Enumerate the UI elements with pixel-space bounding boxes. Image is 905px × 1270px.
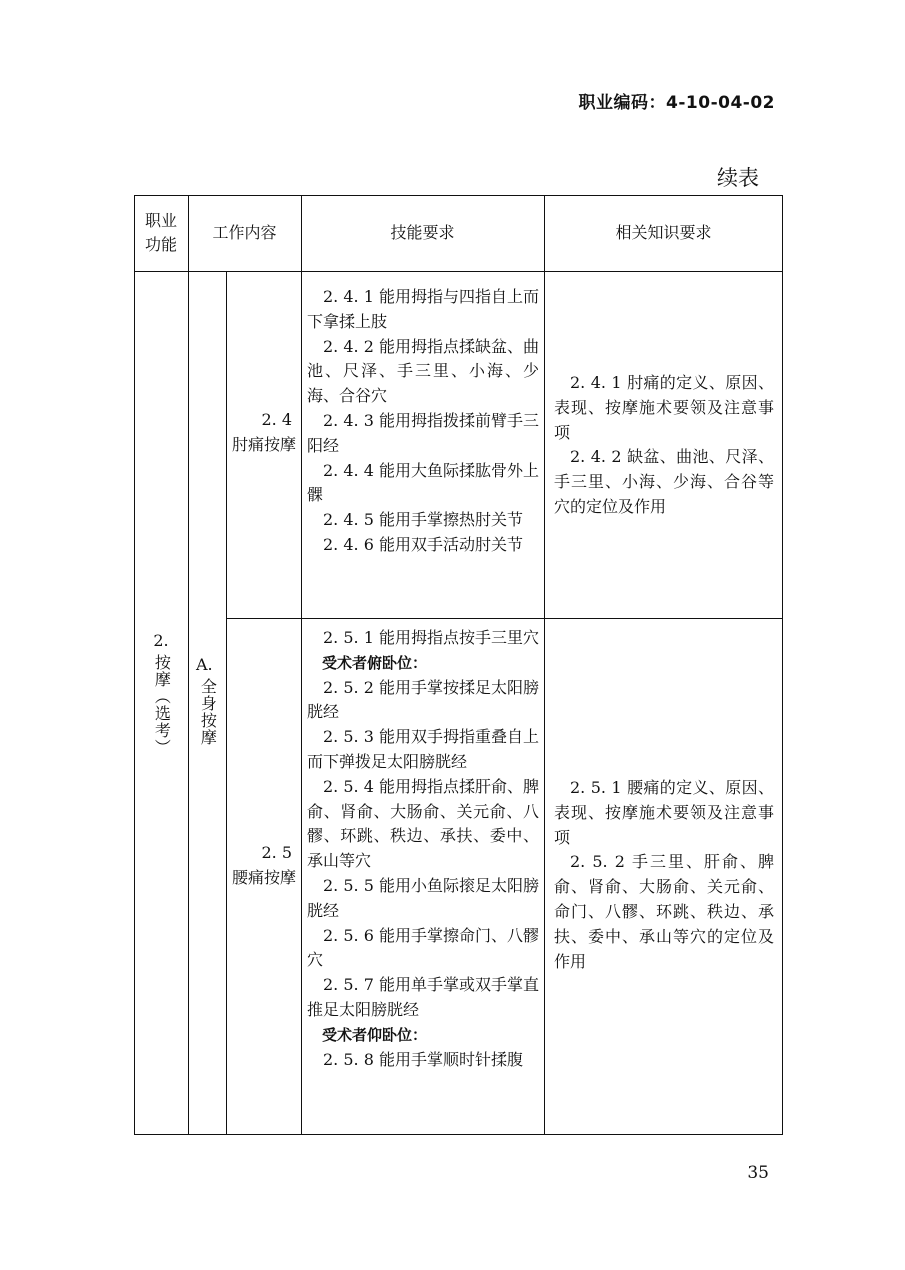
skills-cell	[307, 285, 539, 558]
skill-item: 2. 5. 7 能用单手掌或双手掌直推足太阳膀胱经	[307, 975, 539, 1019]
skill-item: 2. 5. 1 能用拇指点按手三里穴	[323, 628, 539, 647]
work-item-name: 腰痛按摩	[232, 867, 297, 887]
work-group-name: 全身按摩	[198, 677, 218, 746]
skills-cell	[307, 626, 539, 1072]
work-item-number: 2. 4	[261, 410, 292, 429]
function-name: 按摩（选考）	[152, 653, 172, 756]
work-group-cell	[188, 653, 226, 754]
skill-item: 2. 5. 8 能用手掌顺时针揉腹	[323, 1049, 523, 1069]
skills-table	[134, 195, 783, 1135]
col-divider	[544, 195, 545, 1135]
position-heading: 受术者仰卧位：	[322, 1025, 428, 1044]
knowledge-item: 2. 4. 2 缺盆、曲池、尺泽、手三里、小海、少海、合谷等穴的定位及作用	[554, 447, 774, 516]
knowledge-item: 2. 5. 1 腰痛的定义、原因、表现、按摩施术要领及注意事项	[554, 778, 774, 847]
skill-item: 2. 5. 6 能用手掌擦命门、八髎穴	[307, 925, 539, 970]
knowledge-cell	[554, 371, 774, 520]
skill-item: 2. 4. 3 能用拇指拨揉前臂手三阳经	[307, 410, 539, 455]
work-item-number: 2. 5	[261, 843, 292, 862]
work-group-number: A.	[196, 655, 213, 674]
row-divider	[226, 618, 783, 619]
skill-item: 2. 5. 5 能用小鱼际㨰足太阳膀胱经	[307, 875, 539, 920]
position-heading: 受术者俯卧位：	[322, 653, 428, 672]
header-function: 职业 功能	[144, 211, 177, 254]
skill-item: 2. 5. 2 能用手掌按揉足太阳膀胱经	[307, 677, 539, 722]
skill-item: 2. 4. 6 能用双手活动肘关节	[323, 534, 523, 554]
work-item-2-4	[232, 408, 298, 458]
header-work: 工作内容	[212, 222, 277, 242]
continued-label: 续表	[717, 166, 759, 190]
header-knowledge: 相关知识要求	[615, 222, 712, 242]
header-divider	[134, 271, 783, 272]
skill-item: 2. 4. 5 能用手掌擦热肘关节	[323, 510, 523, 530]
skill-item: 2. 5. 4 能用拇指点揉肝俞、脾俞、肾俞、大肠俞、关元俞、八髎、环跳、秩边、承扶、委中、承山等穴	[307, 776, 539, 871]
knowledge-item: 2. 4. 1 肘痛的定义、原因、表现、按摩施术要领及注意事项	[554, 373, 774, 442]
col-divider	[226, 272, 227, 1135]
occupation-code: 职业编码：4-10-04-02	[578, 93, 775, 113]
skill-item: 2. 4. 1 能用拇指与四指自上而下拿揉上肢	[307, 287, 539, 331]
knowledge-cell	[554, 776, 774, 974]
page-number: 35	[747, 1163, 769, 1183]
function-cell	[134, 629, 188, 764]
skill-item: 2. 5. 3 能用双手拇指重叠自上而下弹拨足太阳膀胱经	[307, 727, 539, 771]
header-skills: 技能要求	[390, 222, 455, 242]
knowledge-item: 2. 5. 2 手三里、肝俞、脾俞、肾俞、大肠俞、关元俞、命门、八髎、环跳、秩边、承扶、委中、承山等穴的定位及作用	[554, 852, 774, 971]
work-item-name: 肘痛按摩	[232, 434, 297, 454]
work-item-2-5	[232, 841, 298, 891]
skill-item: 2. 4. 4 能用大鱼际揉肱骨外上髁	[307, 460, 539, 505]
skill-item: 2. 4. 2 能用拇指点揉缺盆、曲池、尺泽、手三里、小海、少海、合谷穴	[307, 336, 539, 406]
function-number: 2.	[153, 631, 169, 650]
col-divider	[301, 195, 302, 1135]
